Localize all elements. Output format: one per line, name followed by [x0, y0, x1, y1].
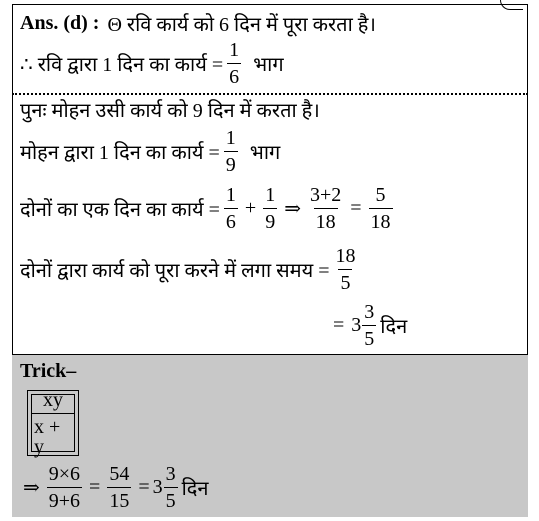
answer-line-7-suffix: दिन [380, 316, 408, 338]
fraction-total-time: $\frac{18}{5}$ [335, 245, 356, 294]
answer-line-3 [20, 96, 320, 123]
answer-line-6 [20, 246, 361, 293]
answer-line-5 [20, 185, 397, 232]
answer-line-6-prefix: दोनों द्वारा कार्य को पूरा करने में लगा समय = [20, 260, 330, 282]
trick-title: Trick– [20, 360, 77, 382]
answer-line-7 [330, 302, 407, 349]
implies-arrow: ⇒ [23, 477, 40, 499]
answer-line-4-suffix: भाग [249, 142, 281, 164]
dotted-separator [12, 93, 528, 95]
corner-mark [500, 0, 523, 10]
answer-line-5-prefix: दोनों का एक दिन का कार्य = [20, 199, 220, 221]
fraction-one-sixth: $\frac{1}{6}$ [229, 39, 240, 88]
answer-line-4-prefix: मोहन द्वारा 1 दिन का कार्य = [20, 142, 220, 164]
answer-line-1-text: Θ रवि कार्य को 6 दिन में पूरा करता है। [107, 14, 376, 36]
trick-calc-suffix: दिन [181, 478, 209, 500]
fraction-one-ninth: $\frac{1}{9}$ [225, 127, 236, 176]
trick-formula-box [27, 390, 79, 456]
answer-line-1 [20, 10, 376, 37]
fraction-product-over-sum: $\frac{9\times 6}{9+6}$ [48, 463, 81, 512]
plus-sign: + [244, 197, 257, 219]
fraction-xy-over-x-plus-y: $\frac{xy}{x + y}$ [32, 390, 74, 457]
equals-sign: = [350, 197, 362, 219]
equals-sign: = [138, 476, 150, 498]
answer-line-2 [20, 40, 284, 87]
equals-sign: = [89, 476, 101, 498]
answer-line-3-text: पुनः मोहन उसी कार्य को 9 दिन में करता है। [20, 100, 320, 122]
mixed-whole: 3 [152, 476, 163, 498]
answer-line-2-prefix: ∴ रवि द्वारा 1 दिन का कार्य = [20, 54, 224, 76]
fraction-mixed-part: $\frac{3}{5}$ [364, 301, 375, 350]
fraction-sum-combined: $\frac{3+2}{18}$ [309, 184, 342, 233]
trick-formula-inner [31, 388, 75, 458]
answer-label: Ans. (d) : [20, 12, 100, 34]
fraction-54-over-15: $\frac{54}{15}$ [109, 463, 130, 512]
fraction-sum-term-1: $\frac{1}{6}$ [225, 184, 236, 233]
trick-calc-line [20, 464, 209, 511]
fraction-mixed-part: $\frac{3}{5}$ [165, 463, 176, 512]
implies-arrow: ⇒ [284, 198, 301, 220]
mixed-whole: 3 [351, 314, 362, 336]
fraction-sum-term-2: $\frac{1}{9}$ [265, 184, 276, 233]
fraction-sum-result: $\frac{5}{18}$ [370, 184, 391, 233]
answer-line-2-suffix: भाग [253, 54, 284, 76]
equals-sign: = [333, 314, 345, 336]
answer-line-4 [20, 128, 280, 175]
